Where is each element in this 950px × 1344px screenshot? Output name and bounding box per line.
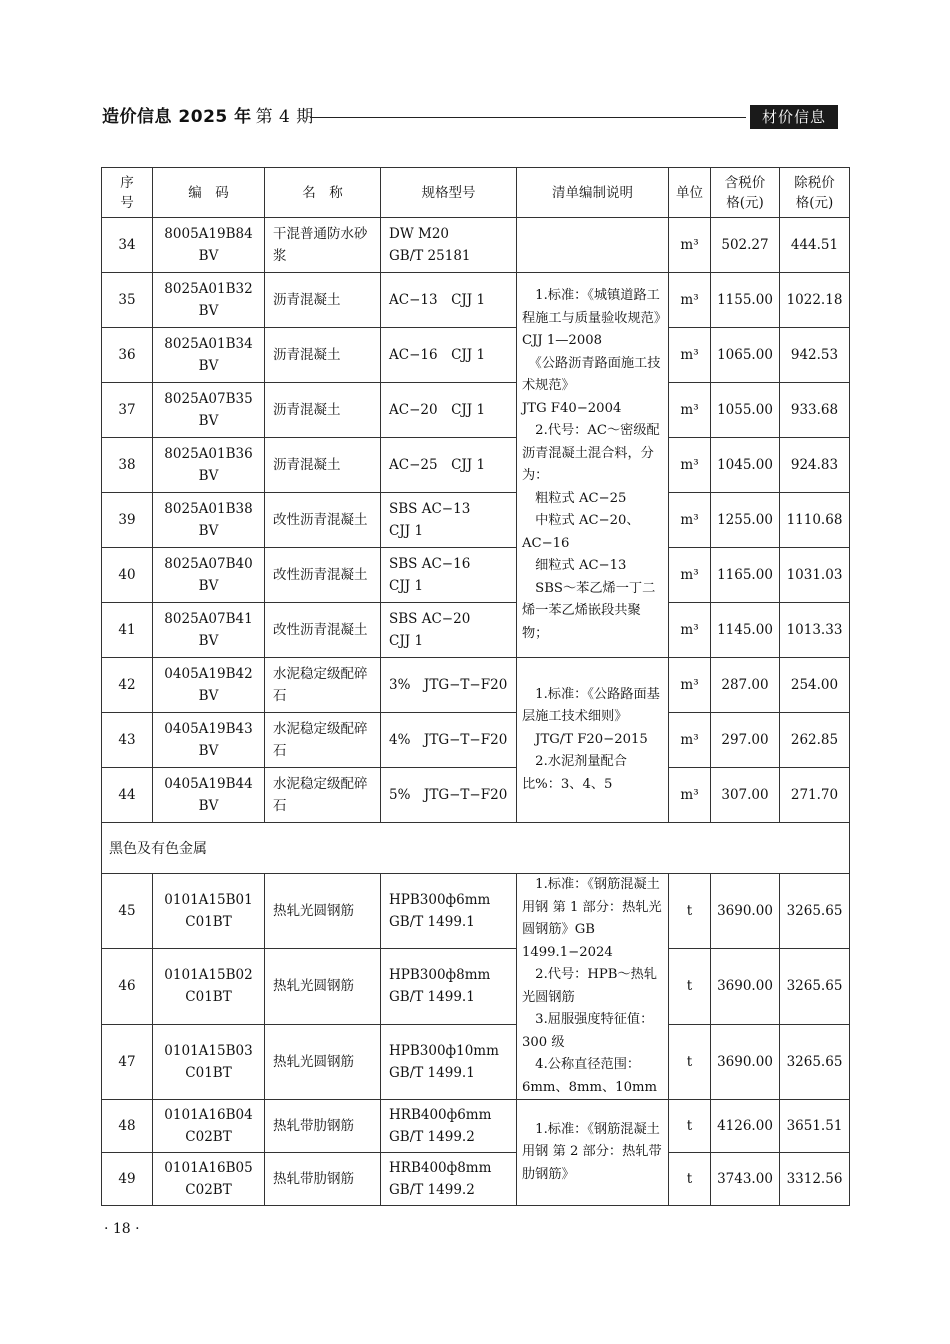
row-code-line: C01BT <box>185 989 232 1006</box>
table-row <box>102 874 850 949</box>
row-spec <box>381 658 517 713</box>
row-code-line: BV <box>198 688 219 704</box>
row-spec-line: GB/T 1499.1 <box>389 914 475 931</box>
row-spec <box>381 218 517 273</box>
row-price-notax: 3265.65 <box>780 874 850 949</box>
row-unit: m³ <box>669 273 711 328</box>
row-spec-line: HRB400ф6mm <box>389 1107 492 1123</box>
table-row <box>102 603 850 658</box>
row-spec-line: AC−20 CJJ 1 <box>389 402 486 418</box>
row-code-line: 8025A01B34 <box>164 336 253 352</box>
note-line: 《公路沥青路面施工技术规范》 <box>522 355 661 393</box>
note-hpb <box>517 874 669 1100</box>
col-spec: 规格型号 <box>381 168 517 218</box>
row-price-notax: 1022.18 <box>780 273 850 328</box>
row-code-line: C02BT <box>185 1129 232 1145</box>
row-price-tax: 297.00 <box>711 713 780 768</box>
row-spec <box>381 1100 517 1153</box>
row-name: 改性沥青混凝土 <box>265 603 381 658</box>
row-name: 热轧光圆钢筋 <box>265 949 381 1024</box>
journal-name: 造价信息 2025 年 <box>102 107 252 127</box>
table-row <box>102 949 850 1024</box>
row-unit: m³ <box>669 328 711 383</box>
row-code-line: C01BT <box>185 1064 232 1081</box>
table-row <box>102 273 850 328</box>
note-line: JTG/T F20−2015 <box>522 731 648 747</box>
row-seq: 41 <box>102 603 153 658</box>
row-spec <box>381 328 517 383</box>
row-price-notax: 924.83 <box>780 438 850 493</box>
row-seq: 44 <box>102 768 153 823</box>
price-table <box>101 167 850 1206</box>
row-code <box>153 949 265 1024</box>
row-name: 热轧带肋钢筋 <box>265 1100 381 1153</box>
row-code-line: BV <box>198 413 219 429</box>
row-seq: 36 <box>102 328 153 383</box>
row-code-line: BV <box>198 468 219 484</box>
row-unit: t <box>669 1100 711 1153</box>
row-name: 热轧光圆钢筋 <box>265 1024 381 1099</box>
table-row <box>102 1100 850 1153</box>
row-price-notax: 1013.33 <box>780 603 850 658</box>
row-spec-line: HPB300ф10mm <box>389 1042 499 1059</box>
row-code <box>153 273 265 328</box>
row-price-notax: 1110.68 <box>780 493 850 548</box>
row-seq: 38 <box>102 438 153 493</box>
row-unit: m³ <box>669 438 711 493</box>
note-line: 1.标准：《钢筋混凝土用钢 第 1 部分：热轧光圆钢筋》GB 1499.1−2024 <box>522 877 662 960</box>
table-row <box>102 328 850 383</box>
row-code <box>153 1100 265 1153</box>
table-row <box>102 383 850 438</box>
row-price-tax: 1165.00 <box>711 548 780 603</box>
note-line: 2.水泥剂量配合比%：3、4、5 <box>522 754 627 792</box>
row-code <box>153 218 265 273</box>
row-spec <box>381 438 517 493</box>
row-note <box>517 218 669 273</box>
row-code-line: 8025A01B36 <box>164 446 253 462</box>
col-unit: 单位 <box>669 168 711 218</box>
row-spec <box>381 273 517 328</box>
note-line: 3.屈服强度特征值：300 级 <box>522 1012 654 1050</box>
issue-number: 第 4 期 <box>255 107 314 127</box>
row-price-notax: 942.53 <box>780 328 850 383</box>
note-line: JTG F40−2004 <box>522 400 622 416</box>
note-line: 2.代号：HPB～热轧光圆钢筋 <box>522 967 657 1005</box>
row-spec <box>381 768 517 823</box>
row-code-line: C02BT <box>185 1182 232 1198</box>
row-code-line: 8025A07B40 <box>164 556 253 572</box>
table-row <box>102 548 850 603</box>
row-spec-line: CJJ 1 <box>389 523 424 539</box>
row-code-line: BV <box>198 743 219 759</box>
row-price-notax: 933.68 <box>780 383 850 438</box>
row-unit: t <box>669 1153 711 1206</box>
row-seq: 39 <box>102 493 153 548</box>
row-unit: t <box>669 874 711 949</box>
note-line: 中粒式 AC−20、AC−16 <box>522 513 640 551</box>
col-name: 名 称 <box>265 168 381 218</box>
section-tag: 材价信息 <box>750 105 838 129</box>
row-price-tax: 1145.00 <box>711 603 780 658</box>
row-unit: m³ <box>669 548 711 603</box>
row-spec <box>381 1024 517 1099</box>
row-unit: t <box>669 949 711 1024</box>
row-spec-line: GB/T 1499.2 <box>389 1182 475 1198</box>
row-spec-line: HPB300ф6mm <box>389 892 491 909</box>
row-price-tax: 1155.00 <box>711 273 780 328</box>
note-line: SBS～苯乙烯一丁二烯一苯乙烯嵌段共聚物； <box>522 580 656 641</box>
page-header <box>102 104 838 130</box>
row-price-tax: 3690.00 <box>711 1024 780 1099</box>
row-code-line: 8005A19B84 <box>164 226 253 242</box>
row-price-notax: 3265.65 <box>780 949 850 1024</box>
row-spec-line: GB/T 25181 <box>389 248 471 264</box>
row-price-tax: 3690.00 <box>711 949 780 1024</box>
col-code: 编 码 <box>153 168 265 218</box>
row-name: 热轧带肋钢筋 <box>265 1153 381 1206</box>
row-code-line: 0101A15B01 <box>164 892 253 909</box>
row-spec-line: AC−16 CJJ 1 <box>389 347 486 363</box>
row-seq: 37 <box>102 383 153 438</box>
row-code <box>153 328 265 383</box>
row-code-line: 8025A07B41 <box>164 611 253 627</box>
row-price-notax: 3651.51 <box>780 1100 850 1153</box>
row-spec-line: DW M20 <box>389 226 449 242</box>
table-row <box>102 1153 850 1206</box>
row-unit: m³ <box>669 768 711 823</box>
row-name: 热轧光圆钢筋 <box>265 874 381 949</box>
row-price-tax: 307.00 <box>711 768 780 823</box>
note-line: 粗粒式 AC−25 <box>522 490 627 506</box>
row-code <box>153 383 265 438</box>
row-spec-line: HRB400ф8mm <box>389 1160 492 1176</box>
row-code-line: 0405A19B42 <box>164 666 253 682</box>
row-code <box>153 768 265 823</box>
row-unit: m³ <box>669 603 711 658</box>
row-unit: m³ <box>669 713 711 768</box>
page-number: · 18 · <box>104 1221 140 1237</box>
row-code-line: BV <box>198 633 219 649</box>
row-seq: 48 <box>102 1100 153 1153</box>
row-code <box>153 1024 265 1099</box>
row-price-tax: 1255.00 <box>711 493 780 548</box>
row-spec-line: CJJ 1 <box>389 633 424 649</box>
table-row <box>102 658 850 713</box>
section-title: 黑色及有色金属 <box>102 823 850 874</box>
note-line: 1.标准：《钢筋混凝土用钢 第 2 部分：热轧带肋钢筋》 <box>522 1121 662 1182</box>
table-row <box>102 768 850 823</box>
note-line: 2.代号：AC～密级配沥青混凝土混合料，分为： <box>522 423 660 483</box>
col-note: 清单编制说明 <box>517 168 669 218</box>
row-code-line: C01BT <box>185 914 232 931</box>
row-price-tax: 502.27 <box>711 218 780 273</box>
row-code-line: 8025A01B32 <box>164 281 253 297</box>
row-spec-line: SBS AC−16 <box>389 556 471 572</box>
row-code <box>153 438 265 493</box>
row-code-line: BV <box>198 358 219 374</box>
note-asphalt <box>517 273 669 658</box>
row-code-line: 8025A07B35 <box>164 391 253 407</box>
row-code <box>153 874 265 949</box>
row-name: 水泥稳定级配碎石 <box>265 713 381 768</box>
row-seq: 35 <box>102 273 153 328</box>
row-spec <box>381 713 517 768</box>
row-spec <box>381 1153 517 1206</box>
row-code-line: BV <box>198 303 219 319</box>
row-seq: 43 <box>102 713 153 768</box>
row-price-notax: 254.00 <box>780 658 850 713</box>
row-code-line: 0101A15B03 <box>164 1042 253 1059</box>
row-spec-line: 4% JTG−T−F20 <box>389 732 508 748</box>
col-price-tax: 含税价 格(元) <box>711 168 780 218</box>
row-spec-line: SBS AC−20 <box>389 611 471 627</box>
row-spec-line: GB/T 1499.1 <box>389 1064 475 1081</box>
row-seq: 49 <box>102 1153 153 1206</box>
note-line: 4.公称直径范围：6mm、8mm、10mm <box>522 1057 657 1095</box>
col-price-notax: 除税价 格(元) <box>780 168 850 218</box>
row-code-line: 0101A16B05 <box>164 1160 253 1176</box>
row-code-line: BV <box>198 798 219 814</box>
header-rule <box>310 117 746 118</box>
row-unit: m³ <box>669 658 711 713</box>
table-row <box>102 438 850 493</box>
row-name: 沥青混凝土 <box>265 273 381 328</box>
col-seq: 序 号 <box>102 168 153 218</box>
row-code <box>153 658 265 713</box>
row-code-line: BV <box>198 523 219 539</box>
row-spec <box>381 493 517 548</box>
row-code-line: 0101A15B02 <box>164 967 253 984</box>
row-name: 沥青混凝土 <box>265 328 381 383</box>
row-name: 改性沥青混凝土 <box>265 493 381 548</box>
note-line: 1.标准：《公路路面基层施工技术细则》 <box>522 686 660 725</box>
row-price-tax: 287.00 <box>711 658 780 713</box>
row-seq: 42 <box>102 658 153 713</box>
row-seq: 47 <box>102 1024 153 1099</box>
row-price-notax: 1031.03 <box>780 548 850 603</box>
row-code <box>153 713 265 768</box>
row-price-tax: 1045.00 <box>711 438 780 493</box>
row-price-notax: 262.85 <box>780 713 850 768</box>
row-price-tax: 1065.00 <box>711 328 780 383</box>
row-spec-line: AC−13 CJJ 1 <box>389 292 486 308</box>
note-cement <box>517 658 669 823</box>
row-code <box>153 1153 265 1206</box>
row-spec <box>381 383 517 438</box>
row-spec-line: CJJ 1 <box>389 578 424 594</box>
journal-title <box>102 104 314 130</box>
row-price-tax: 3690.00 <box>711 874 780 949</box>
section-row <box>102 823 850 874</box>
table-row <box>102 713 850 768</box>
row-spec-line: HPB300ф8mm <box>389 967 491 984</box>
row-name: 沥青混凝土 <box>265 438 381 493</box>
row-price-notax: 444.51 <box>780 218 850 273</box>
row-code-line: BV <box>198 248 219 264</box>
row-price-tax: 4126.00 <box>711 1100 780 1153</box>
row-price-notax: 271.70 <box>780 768 850 823</box>
row-unit: m³ <box>669 493 711 548</box>
row-code-line: 0405A19B43 <box>164 721 253 737</box>
row-code <box>153 493 265 548</box>
row-spec-line: AC−25 CJJ 1 <box>389 457 486 473</box>
table-row <box>102 1024 850 1099</box>
row-name: 水泥稳定级配碎石 <box>265 658 381 713</box>
row-name: 水泥稳定级配碎石 <box>265 768 381 823</box>
row-seq: 34 <box>102 218 153 273</box>
row-code <box>153 603 265 658</box>
row-spec-line: SBS AC−13 <box>389 501 471 517</box>
row-spec <box>381 949 517 1024</box>
row-price-tax: 1055.00 <box>711 383 780 438</box>
row-price-tax: 3743.00 <box>711 1153 780 1206</box>
row-name: 改性沥青混凝土 <box>265 548 381 603</box>
row-spec <box>381 548 517 603</box>
row-spec-line: GB/T 1499.1 <box>389 989 475 1006</box>
table-row <box>102 493 850 548</box>
row-code <box>153 548 265 603</box>
row-spec-line: 3% JTG−T−F20 <box>389 677 508 693</box>
row-spec-line: GB/T 1499.2 <box>389 1129 475 1145</box>
row-unit: m³ <box>669 218 711 273</box>
row-code-line: 0405A19B44 <box>164 776 253 792</box>
row-name: 干混普通防水砂浆 <box>265 218 381 273</box>
row-code-line: 8025A01B38 <box>164 501 253 517</box>
note-line: 细粒式 AC−13 <box>522 558 627 573</box>
row-price-notax: 3312.56 <box>780 1153 850 1206</box>
row-spec <box>381 603 517 658</box>
table-row <box>102 218 850 273</box>
row-price-notax: 3265.65 <box>780 1024 850 1099</box>
row-spec-line: 5% JTG−T−F20 <box>389 787 508 803</box>
row-code-line: 0101A16B04 <box>164 1107 253 1123</box>
table-header-row <box>102 168 850 218</box>
row-seq: 45 <box>102 874 153 949</box>
row-seq: 46 <box>102 949 153 1024</box>
row-unit: t <box>669 1024 711 1099</box>
row-name: 沥青混凝土 <box>265 383 381 438</box>
row-seq: 40 <box>102 548 153 603</box>
row-unit: m³ <box>669 383 711 438</box>
row-code-line: BV <box>198 578 219 594</box>
note-line: 1.标准：《城镇道路工程施工与质量验收规范》CJJ 1—2008 <box>522 288 661 348</box>
note-hrb <box>517 1100 669 1206</box>
row-spec <box>381 874 517 949</box>
